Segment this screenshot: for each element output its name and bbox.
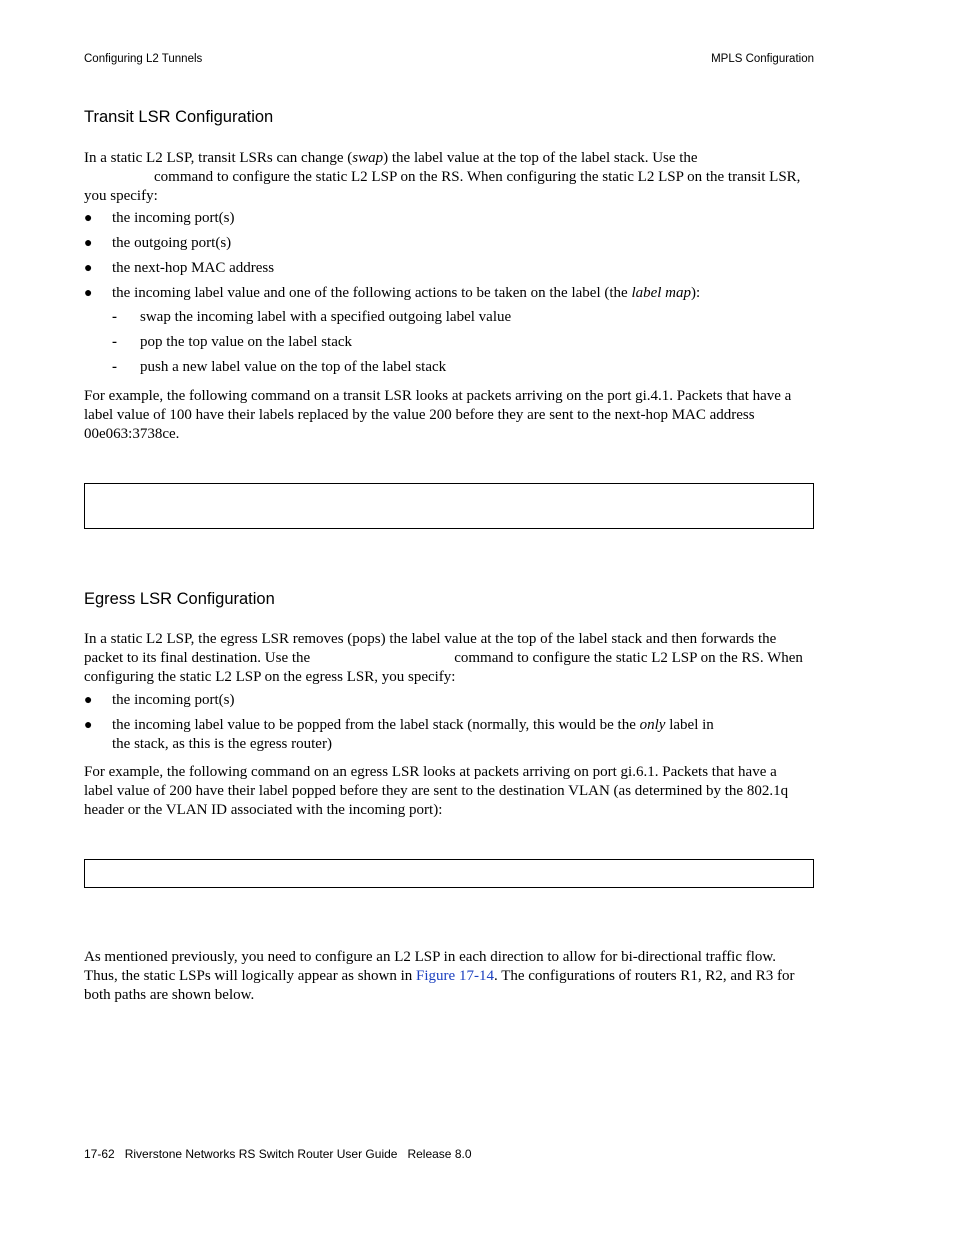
bullet-icon: ●: [84, 286, 93, 301]
sub-list-item: - push a new label value on the top of the label stack: [112, 359, 447, 375]
egress-example: For example, the following command on an egress LSR looks at packets arriving on port gi.6.1. Packets that have a label value of 200 have their label popped before they are sent to the destination VLAN (as determined by the 802.1q header or the VLAN ID associated with the incoming port):: [84, 764, 789, 818]
bullet-icon: ●: [84, 236, 93, 251]
section-heading-egress: Egress LSR Configuration: [84, 590, 275, 608]
list-item: ● the incoming label value and one of the following actions to be taken on the label (the label map):: [84, 285, 701, 301]
page-footer: 17-62 Riverstone Networks RS Switch Router User Guide Release 8.0: [84, 1147, 472, 1161]
egress-intro-line2: packet to its final destination. Use the command to configure the static L2 LSP on the RS. When: [84, 650, 803, 666]
figure-link[interactable]: Figure 17-14: [416, 968, 494, 984]
transit-intro-line3: you specify:: [84, 188, 158, 204]
closing-paragraph: As mentioned previously, you need to configure an L2 LSP in each direction to allow for bi-directional traffic flow. Thus, the static LSPs will logically appear as shown in Figure 17-14. The configurations of routers R1, R2, and R3 for both paths are shown below.: [84, 949, 795, 1003]
sub-list-item: - swap the incoming label with a specified outgoing label value: [112, 309, 512, 325]
sub-list-item: - pop the top value on the label stack: [112, 334, 353, 350]
list-item: ● the incoming port(s): [84, 692, 235, 708]
transit-intro-line2: command to configure the static L2 LSP on the RS. When configuring the static L2 LSP on the transit LSR,: [154, 169, 801, 185]
dash-icon: -: [112, 309, 117, 325]
section-heading-transit: Transit LSR Configuration: [84, 108, 274, 126]
running-header-left: Configuring L2 Tunnels: [84, 53, 203, 65]
running-header-right: MPLS Configuration: [711, 53, 814, 65]
bullet-icon: ●: [84, 261, 93, 276]
dash-icon: -: [112, 334, 117, 350]
bullet-icon: ●: [84, 693, 93, 708]
code-example-box-transit: [84, 483, 814, 529]
bullet-icon: ●: [84, 718, 93, 733]
bullet-icon: ●: [84, 211, 93, 226]
egress-intro: In a static L2 LSP, the egress LSR removes (pops) the label value at the top of the label stack and then forwards the packet to its final destination. Use the command to configure the static L2 LSP on the RS. When configuring the static L2 LSP on the egress LSR, you specify:: [84, 630, 816, 687]
transit-example: For example, the following command on a transit LSR looks at packets arriving on the port gi.4.1. Packets that have a label value of 100 have their labels replaced by the value 200 before they are sent to the next-hop MAC address 00e063:3738ce.: [84, 388, 792, 442]
code-example-box-egress: [84, 859, 814, 888]
list-item: ● the incoming label value to be popped from the label stack (normally, this would be the only label in the stack, as this is the egress router): [84, 717, 714, 752]
list-item: ● the next-hop MAC address: [84, 260, 275, 276]
dash-icon: -: [112, 359, 117, 375]
list-item: ● the outgoing port(s): [84, 235, 232, 251]
transit-intro-line1: In a static L2 LSP, transit LSRs can change (swap) the label value at the top of the label stack. Use the: [84, 150, 698, 166]
transit-intro: [84, 149, 816, 206]
list-item: ● the incoming port(s): [84, 210, 235, 226]
